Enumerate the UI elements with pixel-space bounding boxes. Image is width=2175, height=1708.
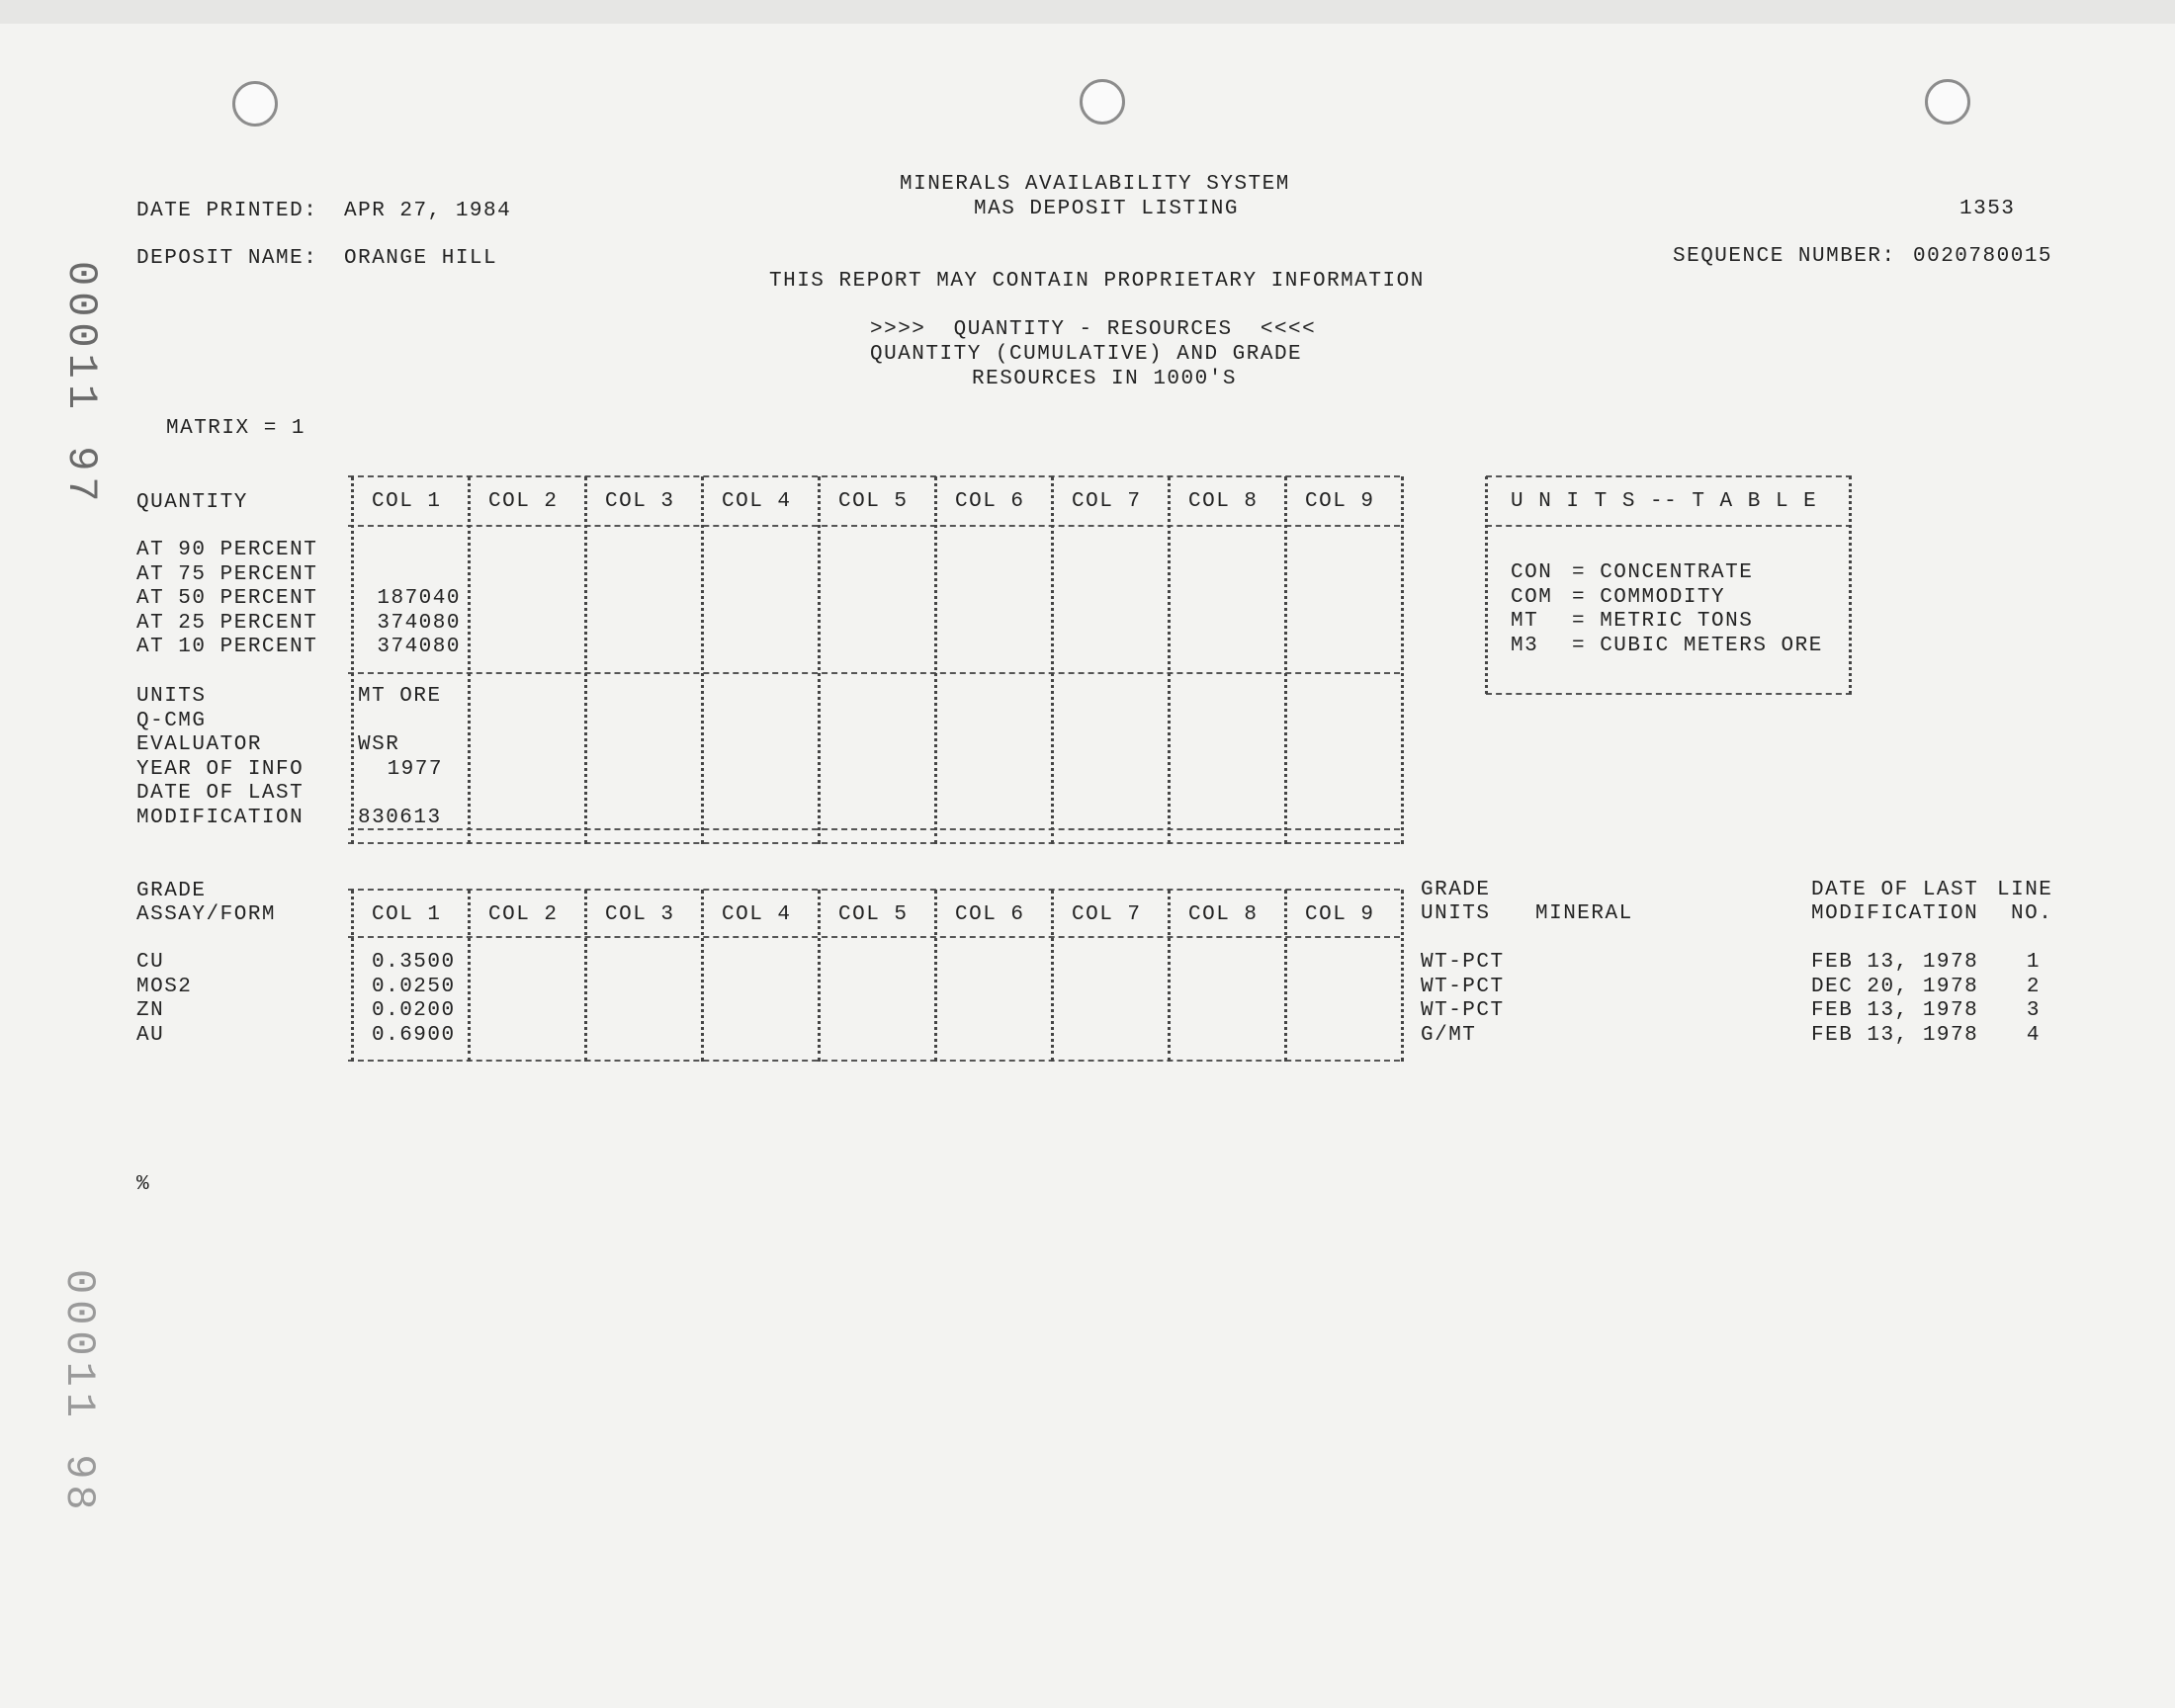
grade-label-top: GRADE [136, 880, 207, 902]
grade-separator-9 [1401, 890, 1408, 1062]
punch-hole-right [1925, 79, 1970, 125]
scan-edge [0, 0, 2175, 24]
grade-row-date: DEC 20, 1978 [1811, 975, 1979, 998]
quantity-table-header-border [348, 525, 1400, 527]
grade-units-header-top: GRADE [1421, 879, 1491, 901]
quantity-separator-5 [934, 476, 941, 844]
grade-row-line-number: 2 [2026, 975, 2041, 998]
units-entry-abbr: COM [1511, 585, 1553, 609]
info-row-col1-value: MT ORE [358, 685, 442, 708]
grade-separator-2 [584, 890, 591, 1062]
grade-date-header-bottom: MODIFICATION [1811, 902, 1979, 925]
quantity-separator-7 [1168, 476, 1174, 844]
grade-row-date: FEB 13, 1978 [1811, 951, 1979, 974]
grade-col-header-3: COL 3 [605, 903, 675, 926]
grade-row-units: WT-PCT [1421, 999, 1505, 1022]
grade-col-header-5: COL 5 [838, 903, 909, 926]
quantity-separator-4 [818, 476, 825, 844]
punch-hole-center [1080, 79, 1125, 125]
quantity-col-header-5: COL 5 [838, 490, 909, 513]
grade-row-line-number: 3 [2026, 999, 2041, 1022]
deposit-name-value: ORANGE HILL [344, 247, 498, 270]
grade-separator-5 [934, 890, 941, 1062]
quantity-col-header-2: COL 2 [488, 490, 559, 513]
sequence-number-value: 0020780015 [1913, 245, 2053, 268]
listing-title: MAS DEPOSIT LISTING [974, 198, 1239, 220]
quantity-separator-2 [584, 476, 591, 844]
grade-col-header-7: COL 7 [1072, 903, 1142, 926]
percent-row-label: AT 10 PERCENT [136, 636, 318, 658]
info-row-col1-value: WSR [358, 733, 400, 757]
grade-separator-3 [701, 890, 708, 1062]
grade-row-assay: ZN [136, 999, 165, 1022]
units-entry-abbr: MT [1511, 610, 1539, 633]
quantity-separator-6 [1051, 476, 1058, 844]
units-table-left-border [1485, 476, 1492, 694]
margin-stamp-bottom: 00011 98 [55, 1269, 103, 1516]
info-row-label: DATE OF LAST [136, 782, 304, 806]
quantity-separator-9 [1401, 476, 1408, 844]
system-title: MINERALS AVAILABILITY SYSTEM [900, 173, 1290, 196]
quantity-col-header-3: COL 3 [605, 490, 675, 513]
info-row-label: UNITS [136, 685, 207, 708]
quantity-separator-0 [351, 476, 358, 844]
units-entry-meaning: = METRIC TONS [1572, 610, 1754, 633]
grade-row-line-number: 1 [2026, 951, 2041, 974]
grade-row-col1-value: 0.6900 [372, 1023, 456, 1047]
grade-row-units: G/MT [1421, 1023, 1477, 1047]
grade-separator-0 [351, 890, 358, 1062]
grade-separator-8 [1284, 890, 1291, 1062]
grade-table-bottom-border [348, 1060, 1400, 1062]
quantity-col-header-8: COL 8 [1188, 490, 1259, 513]
grade-separator-1 [468, 890, 475, 1062]
units-entry-meaning: = COMMODITY [1572, 585, 1726, 609]
grade-row-col1-value: 0.3500 [372, 951, 456, 974]
section-subtitle-2: RESOURCES IN 1000'S [972, 368, 1237, 390]
matrix-label: MATRIX = 1 [166, 417, 306, 440]
percent-row-label: AT 90 PERCENT [136, 539, 318, 561]
units-table-title: U N I T S -- T A B L E [1511, 490, 1818, 513]
grade-separator-6 [1051, 890, 1058, 1062]
quantity-separator-1 [468, 476, 475, 844]
grade-col-header-6: COL 6 [955, 903, 1025, 926]
grade-row-units: WT-PCT [1421, 975, 1505, 998]
percent-row-col1-value: 187040 [377, 587, 461, 610]
grade-line-header-bottom: NO. [2011, 902, 2053, 925]
grade-table-top-border [348, 889, 1400, 891]
info-row-label: EVALUATOR [136, 733, 262, 757]
date-printed-value: APR 27, 1984 [344, 200, 512, 222]
quantity-table-bottom-border-2 [348, 842, 1400, 844]
grade-row-assay: MOS2 [136, 975, 193, 998]
info-row-label: YEAR OF INFO [136, 757, 304, 781]
units-table-bottom-border [1486, 693, 1852, 695]
margin-stamp-top: 00011 97 [57, 261, 105, 508]
proprietary-notice: THIS REPORT MAY CONTAIN PROPRIETARY INFORMATION [769, 270, 1425, 293]
quantity-col-header-1: COL 1 [372, 490, 442, 513]
section-subtitle-1: QUANTITY (CUMULATIVE) AND GRADE [870, 343, 1303, 366]
quantity-table-mid-border [348, 672, 1400, 674]
percent-mark: % [136, 1173, 151, 1196]
grade-row-date: FEB 13, 1978 [1811, 999, 1979, 1022]
percent-row-col1-value: 374080 [377, 611, 461, 635]
grade-col-header-9: COL 9 [1305, 903, 1375, 926]
info-row-label: Q-CMG [136, 709, 207, 732]
quantity-separator-8 [1284, 476, 1291, 844]
section-title: >>>> QUANTITY - RESOURCES <<<< [870, 318, 1317, 341]
units-table-header-border [1486, 525, 1852, 527]
grade-col-header-4: COL 4 [722, 903, 792, 926]
percent-row-label: AT 50 PERCENT [136, 587, 318, 610]
grade-row-units: WT-PCT [1421, 951, 1505, 974]
punch-hole-left [232, 81, 278, 127]
quantity-table-bottom-border-1 [348, 828, 1400, 830]
units-entry-abbr: M3 [1511, 634, 1539, 657]
sequence-number-label: SEQUENCE NUMBER: [1673, 245, 1896, 268]
grade-label-bottom: ASSAY/FORM [136, 903, 277, 926]
units-entry-meaning: = CONCENTRATE [1572, 561, 1754, 584]
percent-row-col1-value: 374080 [377, 636, 461, 658]
grade-table-header-border [348, 936, 1400, 938]
grade-col-header-8: COL 8 [1188, 903, 1259, 926]
quantity-table-top-border [348, 475, 1400, 477]
quantity-col-header-7: COL 7 [1072, 490, 1142, 513]
percent-row-label: AT 25 PERCENT [136, 611, 318, 635]
grade-date-header-top: DATE OF LAST [1811, 879, 1979, 901]
units-entry-abbr: CON [1511, 561, 1553, 584]
units-table-top-border [1486, 475, 1852, 477]
grade-row-line-number: 4 [2026, 1023, 2041, 1047]
grade-row-col1-value: 0.0250 [372, 975, 456, 998]
info-row-label: MODIFICATION [136, 807, 304, 829]
grade-line-header-top: LINE [1997, 879, 2053, 901]
grade-units-header-bottom: UNITS [1421, 902, 1491, 925]
grade-mineral-header: MINERAL [1535, 902, 1633, 925]
date-printed-label: DATE PRINTED: [136, 200, 318, 222]
quantity-col-header-4: COL 4 [722, 490, 792, 513]
grade-separator-4 [818, 890, 825, 1062]
grade-row-col1-value: 0.0200 [372, 999, 456, 1022]
deposit-name-label: DEPOSIT NAME: [136, 247, 318, 270]
grade-col-header-2: COL 2 [488, 903, 559, 926]
units-table-right-border [1849, 476, 1856, 694]
quantity-separator-3 [701, 476, 708, 844]
quantity-col-header-9: COL 9 [1305, 490, 1375, 513]
units-entry-meaning: = CUBIC METERS ORE [1572, 634, 1823, 657]
quantity-header-label: QUANTITY [136, 491, 248, 514]
page-number: 1353 [1959, 198, 2016, 220]
info-row-col1-value: 1977 [387, 757, 443, 781]
grade-row-assay: CU [136, 951, 165, 974]
grade-col-header-1: COL 1 [372, 903, 442, 926]
grade-row-assay: AU [136, 1023, 165, 1047]
grade-separator-7 [1168, 890, 1174, 1062]
percent-row-label: AT 75 PERCENT [136, 562, 318, 586]
quantity-col-header-6: COL 6 [955, 490, 1025, 513]
grade-row-date: FEB 13, 1978 [1811, 1023, 1979, 1047]
info-row-col1-value: 830613 [358, 807, 442, 829]
